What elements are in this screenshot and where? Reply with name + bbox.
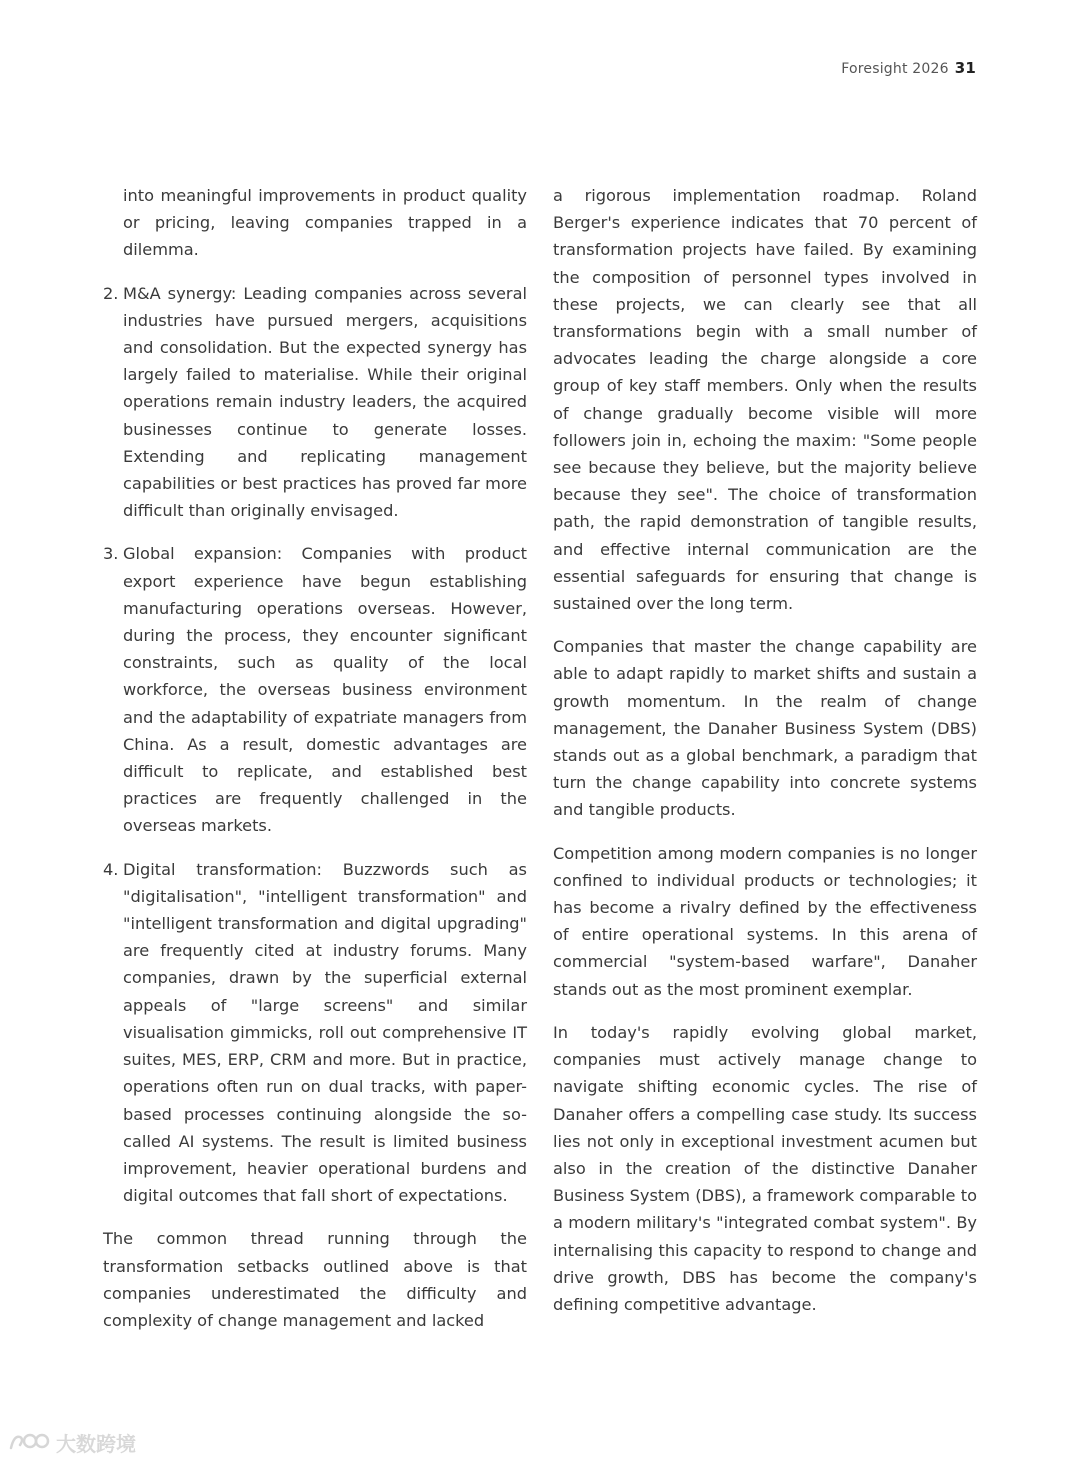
watermark-logo-icon [8, 1431, 52, 1453]
continued-paragraph: into meaningful improvements in product quality or pricing, leaving companies trapped in a dilemma. [123, 186, 527, 260]
list-item-text: Digital transformation: Buzzwords such as "digitalisation", "intelligent transformation" and "intelligent transformation and digital upgrading" are frequently cited at industry forums. Many companies, drawn by the superficial external appeals of "large screens" and similar visualisation gimmicks, roll out comprehensive IT suites, MES, ERP, CRM and more. But in practice, operations often run on dual tracks, with paper-based processes continuing alongside the so-called AI systems. The result is limited business improvement, heavier operational burdens and digital outcomes that fall short of expectations. [123, 859, 527, 1206]
list-item-text: M&A synergy: Leading companies across several industries have pursued mergers, acquisitions and consolidation. But the expected synergy has largely failed to materialise. While their original operations remain industry leaders, the acquired businesses continue to generate losses. Extending and replicating management capabilities or best practices has proved far more difficult than originally envisaged. [123, 283, 527, 521]
list-item-number: 4. [103, 859, 119, 879]
body-paragraph: Companies that master the change capability are able to adapt rapidly to market shifts and sustain a growth momentum. In the realm of change management, the Danaher Business System (DBS) stands out as a global benchmark, a paradigm that turn the change capability into concrete systems and tangible products. [553, 637, 977, 820]
body-paragraph: Competition among modern companies is no longer confined to individual products or technologies; it has become a rivalry defined by the effectiveness of entire operational systems. In this arena of commercial "system-based warfare", Danaher stands out as the most prominent exemplar. [553, 843, 977, 999]
publication-title: Foresight 2026 [841, 61, 949, 77]
list-item [103, 856, 527, 1210]
right-column [553, 182, 977, 1334]
list-item [103, 280, 527, 525]
left-column [103, 182, 527, 1350]
body-paragraph: a rigorous implementation roadmap. Roland Berger's experience indicates that 70 percent of transformation projects have failed. By examining the composition of personnel types involved in these projects, we can clearly see that all transformations begin with a small number of advocates leading the charge alongside a core group of key staff members. Only when the results of change gradually become visible will more followers join in, echoing the maxim: "Some people see because they believe, but the majority believe because they see". The choice of transformation path, the rapid demonstration of tangible results, and effective internal communication are the essential safeguards for ensuring that change is sustained over the long term. [553, 186, 977, 614]
list-item [103, 540, 527, 839]
page-number: 31 [954, 59, 976, 77]
list-item-text: Global expansion: Companies with product export experience have begun establishing manufacturing operations overseas. However, during the process, they encounter significant constraints, such as quality of the local workforce, the overseas business environment and the adaptability of expatriate managers from China. As a result, domestic advantages are difficult to replicate, and established best practices are frequently challenged in the overseas markets. [123, 544, 527, 836]
list-item-number: 3. [103, 544, 119, 564]
watermark-text: 大数跨境 [56, 1431, 136, 1456]
challenge-list [103, 280, 527, 1210]
watermark [8, 1428, 136, 1456]
body-paragraph: In today's rapidly evolving global market, companies must actively manage change to navigate shifting economic cycles. The rise of Danaher offers a compelling case study. Its success lies not only in exceptional investment acumen but also in the creation of the distinctive Danaher Business System (DBS), a framework comparable to a modern military's "integrated combat system". By internalising this capacity to respond to change and drive growth, DBS has become the company's defining competitive advantage. [553, 1022, 977, 1314]
body-paragraph: The common thread running through the transformation setbacks outlined above is that companies underestimated the difficulty and complexity of change management and lacked [103, 1229, 527, 1330]
page-header [841, 59, 976, 77]
list-item-number: 2. [103, 283, 119, 303]
